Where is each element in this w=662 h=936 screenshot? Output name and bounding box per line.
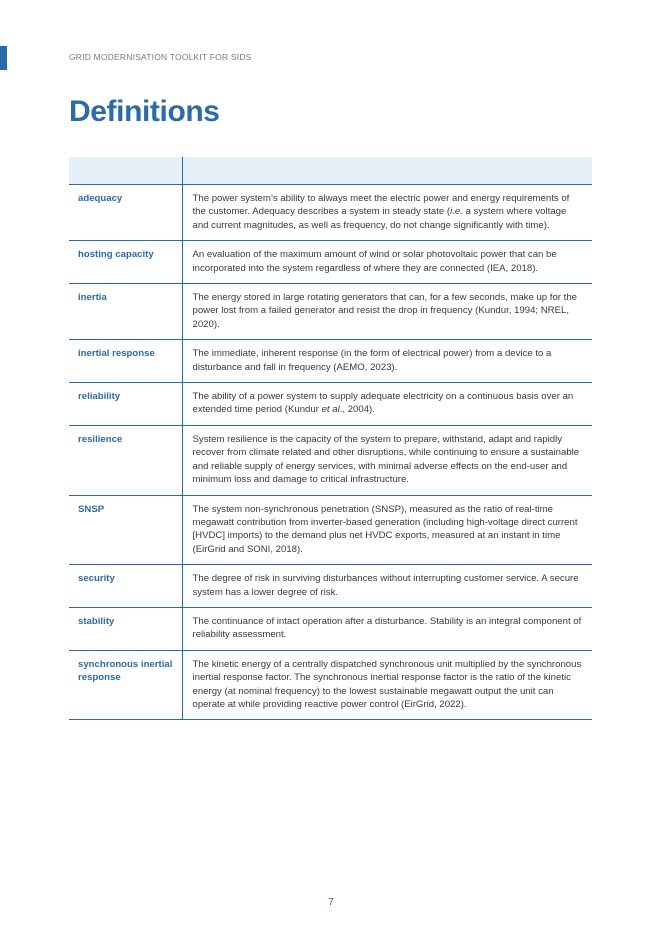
table-row xyxy=(69,185,592,241)
definition-term: synchronous inertial response xyxy=(69,650,182,720)
table-row xyxy=(69,495,592,565)
table-row xyxy=(69,650,592,720)
definition-term: adequacy xyxy=(69,185,182,241)
definition-term: stability xyxy=(69,607,182,650)
definition-term: inertial response xyxy=(69,340,182,383)
definitions-table xyxy=(69,157,592,720)
definition-term: reliability xyxy=(69,383,182,426)
running-header: GRID MODERNISATION TOOLKIT FOR SIDS xyxy=(69,52,252,62)
definition-text: The power system’s ability to always meet the electric power and energy requirements of the customer. Adequacy describes a system in steady state (i.e. a system where voltage and current magnitudes, as well as frequency, do not change significantly with time). xyxy=(182,185,592,241)
definition-term: security xyxy=(69,565,182,608)
table-row xyxy=(69,340,592,383)
page-title: Definitions xyxy=(69,95,220,128)
page-number: 7 xyxy=(328,896,334,908)
definition-term: hosting capacity xyxy=(69,241,182,284)
definition-text: The system non-synchronous penetration (SNSP), measured as the ratio of real-time megawatt contribution from inverter-based generation (including high-voltage direct current [HVDC] imports) to the demand plus net HVDC exports, measured at an instant in time (EirGrid and SONI, 2018). xyxy=(182,495,592,565)
definition-text: System resilience is the capacity of the system to prepare, withstand, adapt and rapidly recover from climate related and other disruptions, while continuing to ensure a sustainable and reliable supply of energy services, with minimal adverse effects on the end-user and minimum loss and damage to critical infrastructure. xyxy=(182,425,592,495)
table-row xyxy=(69,607,592,650)
table-row xyxy=(69,425,592,495)
definition-text: The continuance of intact operation after a disturbance. Stability is an integral component of reliability assessment. xyxy=(182,607,592,650)
definition-term: SNSP xyxy=(69,495,182,565)
definitions-table-body xyxy=(69,185,592,720)
table-row xyxy=(69,241,592,284)
table-row xyxy=(69,383,592,426)
definition-text: An evaluation of the maximum amount of wind or solar photovoltaic power that can be incorporated into the system regardless of where they are connected (IEA, 2018). xyxy=(182,241,592,284)
definition-text: The energy stored in large rotating generators that can, for a few seconds, make up for the power lost from a failed generator and resist the drop in frequency (Kundur, 1994; NREL, 2020). xyxy=(182,284,592,340)
table-header-row xyxy=(69,157,592,185)
definition-text: The kinetic energy of a centrally dispatched synchronous unit multiplied by the synchronous inertial response factor. The synchronous inertial response factor is the ratio of the kinetic energy (at nominal frequency) to the lowest sustainable megawatt output the unit can operate at while providing reactive power control (EirGrid, 2022). xyxy=(182,650,592,720)
definition-term: resilience xyxy=(69,425,182,495)
definition-text: The immediate, inherent response (in the form of electrical power) from a device to a disturbance and fall in frequency (AEMO, 2023). xyxy=(182,340,592,383)
definition-term: inertia xyxy=(69,284,182,340)
table-header-definition-cell xyxy=(182,157,592,185)
table-header-term-cell xyxy=(69,157,182,185)
table-row xyxy=(69,284,592,340)
definition-text: The degree of risk in surviving disturbances without interrupting customer service. A secure system has a lower degree of risk. xyxy=(182,565,592,608)
table-row xyxy=(69,565,592,608)
definition-text: The ability of a power system to supply adequate electricity on a continuous basis over an extended time period (Kundur et al., 2004). xyxy=(182,383,592,426)
side-tab-marker xyxy=(0,46,7,70)
